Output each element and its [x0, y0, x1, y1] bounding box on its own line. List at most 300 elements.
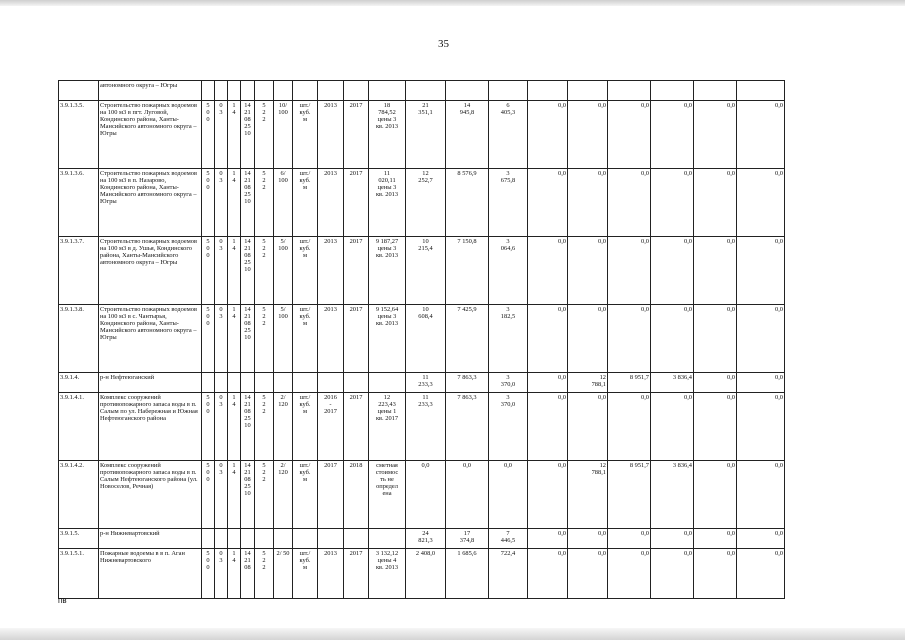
- unit-label: м: [302, 116, 308, 124]
- unit-label: куб.: [299, 177, 311, 185]
- code-2-digit: 3: [219, 245, 223, 253]
- code-4-digit: 21: [244, 469, 251, 477]
- amount-value: 182,5: [500, 313, 516, 321]
- amount-value: 3: [506, 394, 510, 401]
- amount-value: 0,0: [727, 306, 735, 313]
- item-number: 3.9.1.4.: [60, 374, 80, 381]
- end-year-cell: [344, 81, 369, 101]
- code-5-cell: [255, 529, 274, 549]
- table-row: [59, 237, 785, 305]
- amount-cell: [528, 373, 568, 393]
- code-1-digit: 0: [206, 564, 210, 572]
- amount-value: 21: [422, 102, 429, 109]
- code-3-cell: [228, 81, 241, 101]
- amount-cell: [406, 461, 446, 529]
- amount-value: 0,0: [684, 530, 692, 537]
- end-year: 2018: [349, 462, 363, 469]
- code-4-digit: 25: [244, 123, 251, 131]
- capacity-value: 100: [278, 177, 288, 185]
- code-1-digit: 0: [206, 252, 210, 260]
- amount-cell: [608, 101, 651, 169]
- code-1-cell: [202, 81, 215, 101]
- item-number-cell: [59, 305, 99, 373]
- amount-cell: [694, 101, 737, 169]
- amount-cell: [406, 393, 446, 461]
- code-1-cell: [202, 549, 215, 599]
- code-3-digit: 1: [232, 550, 236, 557]
- amount-cell: [406, 169, 446, 237]
- table-row: [59, 393, 785, 461]
- start-year: -: [329, 401, 332, 409]
- code-1-digit: 0: [206, 109, 210, 117]
- amount-value: 0,0: [775, 530, 783, 537]
- code-4-digit: 21: [244, 313, 251, 321]
- item-number: 3.9.1.4.2.: [60, 462, 84, 469]
- table-row: [59, 81, 785, 101]
- code-4-digit: 10: [244, 422, 251, 430]
- code-3-cell: [228, 461, 241, 529]
- amount-cell: [446, 81, 489, 101]
- estimated-cost: кв. 2013: [375, 191, 399, 199]
- amount-value: 11: [422, 394, 429, 401]
- code-2-digit: 0: [219, 394, 223, 401]
- amount-cell: [406, 101, 446, 169]
- code-3-digit: 4: [232, 245, 236, 253]
- table-row: [59, 169, 785, 237]
- amount-value: 788,1: [591, 469, 606, 477]
- code-2-cell: [215, 169, 228, 237]
- amount-value: 8 951,7: [629, 374, 649, 381]
- code-2-digit: 3: [219, 469, 223, 477]
- item-number: 3.9.1.3.8.: [60, 306, 84, 313]
- unit-label: м: [302, 320, 308, 328]
- amount-cell: [651, 373, 694, 393]
- code-5-cell: [255, 373, 274, 393]
- code-1-digit: 5: [206, 550, 210, 557]
- code-1-cell: [202, 373, 215, 393]
- item-description-cell: [99, 373, 202, 393]
- code-4-digit: 25: [244, 259, 251, 267]
- amount-value: 0,0: [775, 170, 783, 177]
- item-number: 3.9.1.3.6.: [60, 170, 84, 177]
- code-1-digit: 0: [206, 408, 210, 416]
- code-3-digit: 1: [232, 462, 236, 469]
- capacity-value: 120: [278, 401, 288, 409]
- start-year-cell: [318, 305, 344, 373]
- code-3-digit: 1: [232, 170, 236, 177]
- amount-value: 0,0: [684, 170, 692, 177]
- estimated-cost-cell: [369, 305, 406, 373]
- amount-cell: [446, 393, 489, 461]
- amount-cell: [694, 461, 737, 529]
- estimated-cost: цены 1: [377, 408, 397, 416]
- amount-value: 0,0: [558, 462, 566, 469]
- estimated-cost-cell: [369, 461, 406, 529]
- capacity-value: 100: [278, 245, 288, 253]
- amount-cell: [406, 305, 446, 373]
- unit-cell: [293, 237, 318, 305]
- estimated-cost-cell: [369, 529, 406, 549]
- amount-value: 0,0: [775, 238, 783, 245]
- code-3-cell: [228, 529, 241, 549]
- amount-cell: [489, 529, 528, 549]
- amount-value: 11: [422, 374, 429, 381]
- amount-cell: [737, 101, 785, 169]
- code-4-digit: 21: [244, 557, 251, 565]
- start-year-cell: [318, 461, 344, 529]
- code-2-digit: 3: [219, 313, 223, 321]
- code-5-cell: [255, 237, 274, 305]
- end-year-cell: [344, 549, 369, 599]
- amount-cell: [489, 101, 528, 169]
- amount-value: 233,3: [418, 401, 433, 409]
- code-4-cell: [241, 461, 255, 529]
- code-4-digit: 10: [244, 490, 251, 498]
- table-row: [59, 373, 785, 393]
- item-number: 3.9.1.5.1.: [60, 550, 84, 557]
- code-3-cell: [228, 169, 241, 237]
- amount-cell: [446, 169, 489, 237]
- amount-cell: [528, 81, 568, 101]
- amount-value: 7 150,8: [457, 238, 477, 245]
- capacity-cell: [274, 549, 293, 599]
- amount-value: 370,0: [500, 381, 516, 389]
- capacity-cell: [274, 237, 293, 305]
- start-year: 2013: [324, 238, 337, 245]
- code-4-digit: 21: [244, 109, 251, 117]
- code-1-digit: 5: [206, 238, 210, 245]
- code-5-digit: 5: [262, 394, 266, 401]
- end-year-cell: [344, 529, 369, 549]
- amount-value: 14: [463, 102, 471, 109]
- amount-value: 675,8: [500, 177, 516, 185]
- code-2-cell: [215, 393, 228, 461]
- code-3-cell: [228, 549, 241, 599]
- estimated-cost: цены 4: [377, 557, 397, 565]
- unit-cell: [293, 373, 318, 393]
- amount-cell: [528, 549, 568, 599]
- code-5-digit: 5: [262, 102, 266, 109]
- amount-cell: [568, 461, 608, 529]
- unit-label: м: [302, 252, 308, 260]
- code-1-digit: 0: [206, 245, 210, 253]
- amount-cell: [608, 237, 651, 305]
- code-4-cell: [241, 393, 255, 461]
- code-1-digit: 0: [206, 116, 210, 124]
- end-year-cell: [344, 461, 369, 529]
- estimated-cost: ена: [382, 490, 392, 498]
- start-year: 2016: [324, 394, 337, 401]
- code-3-digit: 4: [232, 109, 236, 117]
- amount-cell: [608, 393, 651, 461]
- amount-value: 351,1: [418, 109, 433, 117]
- code-1-digit: 0: [206, 313, 210, 321]
- amount-value: 12: [599, 374, 606, 381]
- amount-value: 0,0: [727, 170, 735, 177]
- code-5-cell: [255, 169, 274, 237]
- amount-value: 3: [506, 170, 510, 177]
- amount-cell: [651, 393, 694, 461]
- code-5-cell: [255, 393, 274, 461]
- amount-value: 0,0: [598, 102, 606, 109]
- amount-cell: [568, 169, 608, 237]
- item-description-cell: [99, 169, 202, 237]
- table-row: [59, 101, 785, 169]
- footer-mark: пв: [58, 596, 67, 605]
- start-year-cell: [318, 81, 344, 101]
- capacity-value: 120: [278, 469, 288, 477]
- estimated-cost-cell: [369, 549, 406, 599]
- code-1-digit: 5: [206, 170, 210, 177]
- code-1-digit: 0: [206, 476, 210, 484]
- capacity-cell: [274, 81, 293, 101]
- code-2-cell: [215, 373, 228, 393]
- amount-value: 12: [599, 462, 606, 469]
- code-4-cell: [241, 81, 255, 101]
- item-description-cell: [99, 101, 202, 169]
- amount-value: 0,0: [727, 394, 735, 401]
- amount-value: 0,0: [727, 462, 735, 469]
- estimated-cost: 9 152,64: [375, 306, 399, 313]
- unit-cell: [293, 393, 318, 461]
- amount-cell: [608, 169, 651, 237]
- amount-value: 3: [506, 238, 510, 245]
- start-year-cell: [318, 237, 344, 305]
- estimated-cost: цены 3: [377, 245, 397, 253]
- capacity-value: 2/: [280, 462, 286, 469]
- unit-label: шт./: [299, 170, 311, 177]
- unit-cell: [293, 101, 318, 169]
- amount-cell: [568, 373, 608, 393]
- item-number-cell: [59, 529, 99, 549]
- amount-cell: [489, 549, 528, 599]
- amount-value: 3: [506, 306, 510, 313]
- code-1-cell: [202, 529, 215, 549]
- unit-cell: [293, 305, 318, 373]
- code-4-digit: 08: [244, 116, 251, 124]
- code-2-digit: 3: [219, 109, 223, 117]
- code-5-cell: [255, 101, 274, 169]
- amount-value: 0,0: [421, 462, 430, 469]
- estimated-cost: сметная: [376, 462, 398, 469]
- unit-label: шт./: [299, 394, 311, 401]
- item-description: Строительство пожарных водоемов на 100 м3 в пгт. Луговой, Кондинского района, Ханты-Мансийского автономного округа – Югры: [100, 102, 198, 138]
- code-1-digit: 0: [206, 320, 210, 328]
- amount-cell: [528, 237, 568, 305]
- amount-value: 6: [506, 102, 510, 109]
- code-4-digit: 14: [244, 170, 251, 177]
- amount-value: 3 836,4: [672, 462, 692, 469]
- code-5-digit: 5: [262, 306, 266, 313]
- estimated-cost: кв. 2013: [375, 123, 399, 131]
- code-4-digit: 25: [244, 415, 251, 423]
- page-number: 35: [438, 38, 449, 50]
- item-description-cell: [99, 81, 202, 101]
- amount-value: 0,0: [598, 394, 606, 401]
- capacity-cell: [274, 373, 293, 393]
- estimated-cost: 3 132,12: [375, 550, 399, 557]
- item-description-cell: [99, 461, 202, 529]
- code-5-digit: 2: [262, 184, 266, 192]
- amount-value: 7 863,3: [457, 394, 477, 401]
- code-5-digit: 2: [262, 564, 266, 572]
- code-1-digit: 5: [206, 394, 210, 401]
- code-1-cell: [202, 101, 215, 169]
- amount-cell: [528, 461, 568, 529]
- code-2-cell: [215, 529, 228, 549]
- code-3-cell: [228, 393, 241, 461]
- estimated-cost: кв. 2017: [375, 415, 399, 423]
- unit-label: шт./: [299, 462, 311, 469]
- amount-cell: [737, 305, 785, 373]
- amount-value: 0,0: [598, 306, 606, 313]
- code-4-digit: 08: [244, 564, 251, 572]
- item-description-cell: [99, 529, 202, 549]
- amount-value: 0,0: [775, 550, 783, 557]
- code-5-cell: [255, 81, 274, 101]
- amount-cell: [528, 169, 568, 237]
- code-4-cell: [241, 169, 255, 237]
- code-4-digit: 21: [244, 177, 251, 185]
- end-year: 2017: [349, 102, 363, 109]
- unit-label: куб.: [299, 469, 311, 477]
- code-2-digit: 0: [219, 306, 223, 313]
- estimated-cost: кв. 2013: [375, 320, 399, 328]
- estimated-cost: 12: [383, 394, 391, 401]
- amount-cell: [737, 529, 785, 549]
- code-3-cell: [228, 101, 241, 169]
- capacity-cell: [274, 169, 293, 237]
- start-year: 2017: [324, 462, 337, 469]
- code-5-digit: 2: [262, 476, 266, 484]
- code-3-digit: 4: [232, 469, 236, 477]
- code-3-digit: 4: [232, 557, 236, 565]
- code-4-digit: 10: [244, 130, 251, 138]
- amount-value: 7: [506, 530, 510, 537]
- code-3-cell: [228, 373, 241, 393]
- table-body: [59, 81, 785, 599]
- capacity-cell: [274, 529, 293, 549]
- amount-cell: [651, 461, 694, 529]
- amount-cell: [446, 461, 489, 529]
- code-4-digit: 21: [244, 245, 251, 253]
- capacity-cell: [274, 305, 293, 373]
- estimated-cost: ть не: [380, 476, 394, 484]
- amount-value: 608,4: [418, 313, 433, 321]
- estimated-cost: кв. 2013: [375, 252, 399, 260]
- end-year-cell: [344, 169, 369, 237]
- amount-cell: [446, 237, 489, 305]
- amount-value: 0,0: [641, 530, 649, 537]
- code-5-digit: 2: [262, 245, 266, 253]
- unit-label: шт./: [299, 102, 311, 109]
- code-4-digit: 08: [244, 184, 251, 192]
- amount-value: 2 408,0: [415, 550, 436, 557]
- amount-cell: [694, 393, 737, 461]
- amount-value: 252,7: [418, 177, 433, 185]
- amount-cell: [694, 549, 737, 599]
- amount-value: 12: [422, 170, 429, 177]
- amount-cell: [489, 81, 528, 101]
- amount-cell: [446, 529, 489, 549]
- code-3-digit: 4: [232, 177, 236, 185]
- code-4-digit: 10: [244, 198, 251, 206]
- code-1-digit: 0: [206, 557, 210, 565]
- code-3-digit: 1: [232, 102, 236, 109]
- table-row: [59, 529, 785, 549]
- amount-cell: [737, 169, 785, 237]
- amount-value: 24: [422, 530, 429, 537]
- amount-value: 10: [422, 306, 429, 313]
- code-4-digit: 25: [244, 191, 251, 199]
- capacity-value: 100: [278, 109, 288, 117]
- unit-label: м: [302, 564, 308, 572]
- capacity-value: 10/: [278, 102, 288, 109]
- code-3-digit: 4: [232, 401, 236, 409]
- code-2-digit: 0: [219, 170, 223, 177]
- amount-value: 3: [506, 374, 510, 381]
- amount-value: 405,3: [500, 109, 516, 117]
- code-4-cell: [241, 373, 255, 393]
- amount-value: 0,0: [727, 530, 735, 537]
- unit-cell: [293, 549, 318, 599]
- code-5-digit: 2: [262, 177, 266, 185]
- start-year: 2013: [324, 102, 337, 109]
- item-number-cell: [59, 373, 99, 393]
- amount-value: 788,1: [591, 381, 606, 389]
- amount-value: 0,0: [463, 462, 471, 469]
- amount-cell: [694, 81, 737, 101]
- capacity-cell: [274, 101, 293, 169]
- end-year: 2017: [349, 306, 363, 313]
- code-2-cell: [215, 81, 228, 101]
- start-year-cell: [318, 549, 344, 599]
- code-3-digit: 1: [232, 394, 236, 401]
- item-number-cell: [59, 169, 99, 237]
- amount-cell: [608, 373, 651, 393]
- code-4-digit: 14: [244, 238, 251, 245]
- code-5-digit: 2: [262, 313, 266, 321]
- amount-value: 0,0: [684, 102, 692, 109]
- amount-cell: [489, 237, 528, 305]
- code-4-digit: 25: [244, 483, 251, 491]
- amount-value: 0,0: [504, 462, 512, 469]
- amount-value: 233,3: [418, 381, 433, 389]
- amount-value: 0,0: [684, 550, 692, 557]
- amount-cell: [406, 529, 446, 549]
- amount-cell: [406, 373, 446, 393]
- estimated-cost: цены 3: [377, 313, 397, 321]
- code-5-digit: 2: [262, 469, 266, 477]
- amount-cell: [489, 305, 528, 373]
- table-row: [59, 549, 785, 599]
- amount-value: 0,0: [641, 550, 649, 557]
- amount-cell: [651, 169, 694, 237]
- estimated-cost-cell: [369, 81, 406, 101]
- code-4-digit: 08: [244, 320, 251, 328]
- amount-cell: [406, 237, 446, 305]
- item-number-cell: [59, 461, 99, 529]
- amount-value: 374,8: [459, 537, 475, 545]
- amount-cell: [568, 305, 608, 373]
- amount-value: 0,0: [641, 170, 649, 177]
- start-year-cell: [318, 101, 344, 169]
- amount-cell: [651, 529, 694, 549]
- code-4-digit: 14: [244, 306, 251, 313]
- unit-cell: [293, 81, 318, 101]
- item-description: автономного округа – Югры: [100, 82, 178, 89]
- amount-value: 7 425,9: [457, 306, 477, 313]
